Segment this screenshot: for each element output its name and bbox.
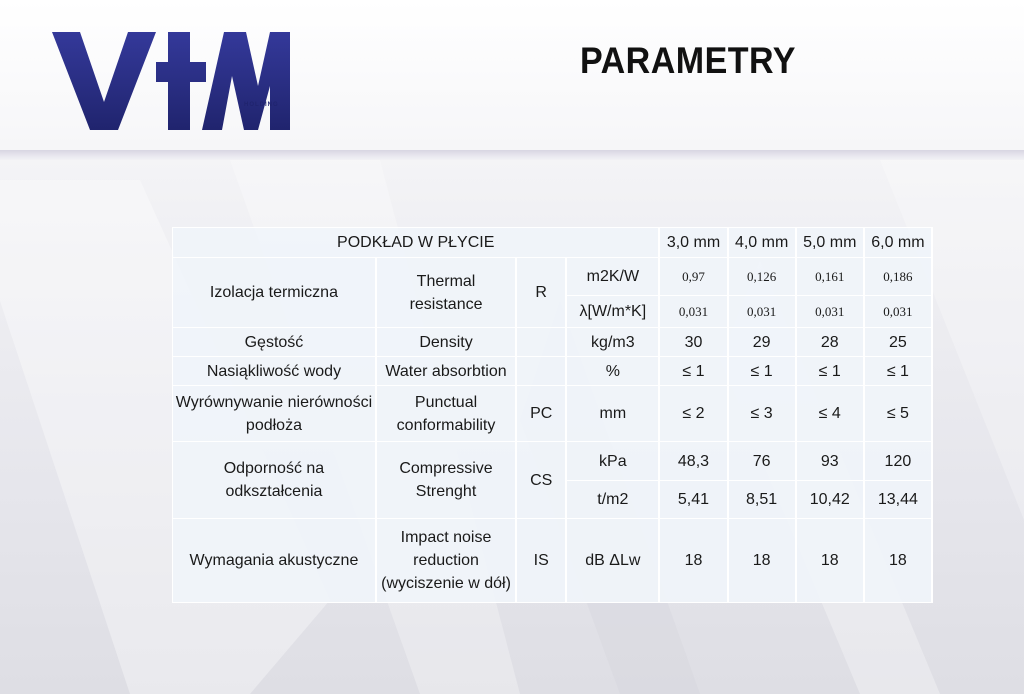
param-name-pl: Izolacja termiczna (173, 258, 376, 328)
param-symbol: PC (516, 386, 566, 442)
param-value: 76 (728, 442, 796, 481)
param-value: 48,3 (659, 442, 727, 481)
table-row (173, 357, 933, 386)
param-unit: t/m2 (566, 481, 659, 519)
header-thickness: 4,0 mm (728, 228, 796, 258)
table-row (173, 386, 933, 442)
param-value: ≤ 2 (659, 386, 727, 442)
param-name-en: Density (376, 328, 516, 357)
param-name-en: Punctual conformability (376, 386, 516, 442)
param-value: 0,161 (796, 258, 864, 296)
param-value: 120 (864, 442, 932, 481)
table-row (173, 442, 933, 481)
table-row (173, 328, 933, 357)
param-value: ≤ 1 (728, 357, 796, 386)
header-divider (0, 150, 1024, 160)
param-value: 13,44 (864, 481, 932, 519)
header-thickness: 5,0 mm (796, 228, 864, 258)
param-name-pl: Gęstość (173, 328, 376, 357)
vtm-holding-logo (52, 26, 292, 136)
header-thickness: 3,0 mm (659, 228, 727, 258)
page-title: PARAMETRY (580, 40, 796, 81)
param-value: ≤ 1 (659, 357, 727, 386)
param-value: 25 (864, 328, 932, 357)
param-symbol: R (516, 258, 566, 328)
param-value: 8,51 (728, 481, 796, 519)
param-name-en: Impact noise reduction (wyciszenie w dół) (376, 519, 516, 603)
param-value: 0,031 (659, 296, 727, 328)
param-value: 0,97 (659, 258, 727, 296)
param-value: 18 (728, 519, 796, 603)
param-unit: kPa (566, 442, 659, 481)
param-value: 18 (796, 519, 864, 603)
param-name-pl: Wyrównywanie nierówności podłoża (173, 386, 376, 442)
param-value: 30 (659, 328, 727, 357)
param-name-en: Compressive Strenght (376, 442, 516, 519)
param-symbol: CS (516, 442, 566, 519)
param-value: ≤ 1 (796, 357, 864, 386)
header-thickness: 6,0 mm (864, 228, 932, 258)
param-unit: dB ΔLw (566, 519, 659, 603)
param-name-en: Thermal resistance (376, 258, 516, 328)
logo-holding-text: HOLDING (244, 102, 279, 108)
param-value: 10,42 (796, 481, 864, 519)
param-unit: % (566, 357, 659, 386)
param-unit: λ[W/m*K] (566, 296, 659, 328)
param-value: 0,126 (728, 258, 796, 296)
param-value: ≤ 5 (864, 386, 932, 442)
param-symbol (516, 357, 566, 386)
param-value: 0,031 (796, 296, 864, 328)
param-symbol: IS (516, 519, 566, 603)
param-name-pl: Wymagania akustyczne (173, 519, 376, 603)
param-value: 18 (864, 519, 932, 603)
param-value: ≤ 3 (728, 386, 796, 442)
table-header-row (173, 228, 933, 258)
param-symbol (516, 328, 566, 357)
param-value: 28 (796, 328, 864, 357)
param-unit: m2K/W (566, 258, 659, 296)
param-name-en: Water absorbtion (376, 357, 516, 386)
param-value: 0,186 (864, 258, 932, 296)
param-unit: mm (566, 386, 659, 442)
header-product-label: PODKŁAD W PŁYCIE (173, 228, 660, 258)
table-row (173, 519, 933, 603)
param-value: 29 (728, 328, 796, 357)
parameters-table (172, 227, 933, 603)
param-unit: kg/m3 (566, 328, 659, 357)
param-value: 5,41 (659, 481, 727, 519)
param-value: ≤ 4 (796, 386, 864, 442)
param-name-pl: Odporność na odkształcenia (173, 442, 376, 519)
param-value: 0,031 (728, 296, 796, 328)
param-value: 18 (659, 519, 727, 603)
param-value: 0,031 (864, 296, 932, 328)
param-value: 93 (796, 442, 864, 481)
table-row (173, 258, 933, 296)
param-name-pl: Nasiąkliwość wody (173, 357, 376, 386)
param-value: ≤ 1 (864, 357, 932, 386)
